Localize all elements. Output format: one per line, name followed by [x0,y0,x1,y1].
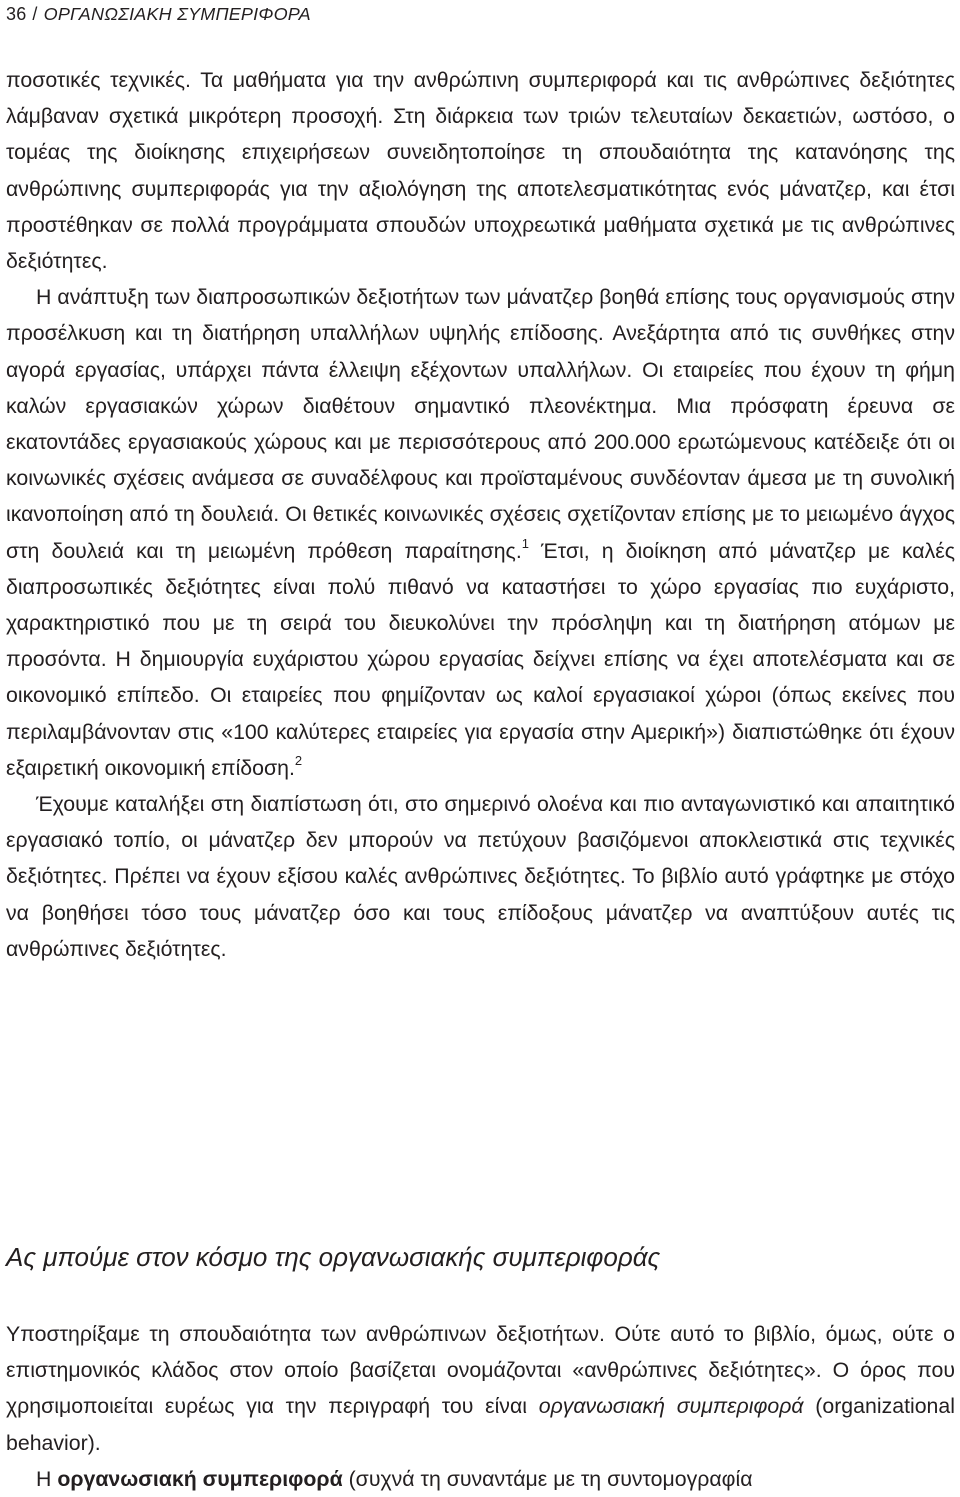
section-paragraph-1 [6,1316,955,1461]
section-p1-text-a: Υποστηρίξαμε τη σπουδαιότητα των ανθρώπινων δεξιοτήτων. Ούτε αυτό το βιβλίο, όμως, ούτε ο επιστημονικός κλάδος στον οποίο βασίζεται ονομάζονται «ανθρώπινες δεξιότητες». Ο όρος που χρησιμοποιείται ευρέως για την περιγραφή του είναι [6,1322,955,1419]
header-separator: / [32,4,38,24]
term-bold: οργανωσιακή συμπεριφορά [57,1466,343,1491]
section-body [6,1316,955,1497]
section-paragraph-2 [6,1461,955,1497]
running-header [6,2,311,26]
footnote-marker-1: 1 [521,535,529,551]
body-text [6,62,955,967]
term-italic: οργανωσιακή συμπεριφορά [538,1394,804,1419]
section-p2-text-b: (συχνά τη συναντάμε με τη συντομογραφία [342,1466,753,1491]
section-heading: Ας μπούμε στον κόσμο της οργανωσιακής συμπεριφοράς [6,1242,661,1272]
paragraph-2-text-b: Έτσι, η διοίκηση από μάνατζερ με καλές διαπροσωπικές δεξιότητες είναι πολύ πιθανό να καταστήσει το χώρο εργασίας πιο ευχάριστο, χαρακτηριστικό που με τη σειρά του διευκολύνει την πρόσληψη και τη διατήρηση ατόμων με προσόντα. Η δημιουργία ευχάριστου χώρου εργασίας δείχνει επίσης να έχει αποτελέσματα και σε οικονομικό επίπεδο. Οι εταιρείες που φημίζονταν ως καλοί εργασιακοί χώροι (όπως εκείνες που περιλαμβάνονταν στις «100 καλύτερες εταιρείες για εργασία στην Αμερική») διαπιστώθηκε ότι έχουν εξαιρετική οικονομική επίδοση. [6,538,955,780]
paragraph-2-text-a: Η ανάπτυξη των διαπροσωπικών δεξιοτήτων των μάνατζερ βοηθά επίσης τους οργανισμούς στην προσέλκυση και τη διατήρηση υπαλλήλων υψηλής επίδοσης. Ανεξάρτητα από τις συνθήκες στην αγορά εργασίας, υπάρχει πάντα έλλειψη εξέχοντων υπαλλήλων. Οι εταιρείες που έχουν τη φήμη καλών εργασιακών χώρων διαθέτουν σημαντικό πλεονέκτημα. Μια πρόσφατη έρευνα σε εκατοντάδες εργασιακούς χώρους και με περισσότερους από 200.000 ερωτώμενους κατέδειξε ότι οι κοινωνικές σχέσεις ανάμεσα σε συναδέλφους και προϊσταμένους συνδέονταν άμεσα με τη συνολική ικανοποίηση από τη δουλειά. Οι θετικές κοινωνικές σχέσεις σχετίζονταν επίσης με το μειωμένο άγχος στη δουλειά και τη μειωμένη πρόθεση παραίτησης. [6,285,955,563]
paragraph-1: ποσοτικές τεχνικές. Τα μαθήματα για την ανθρώπινη συμπεριφορά και τις ανθρώπινες δεξιότητες λάμβαναν σχετικά μικρότερη προσοχή. Στη διάρκεια των τριών τελευταίων δεκαετιών, ωστόσο, ο τομέας της διοίκησης επιχειρήσεων συνειδητοποίησε τη σπουδαιότητα της κατανόησης της ανθρώπινης συμπεριφοράς για την αξιολόγηση της αποτελεσματικότητας ενός μάνατζερ, και έτσι προστέθηκαν σε πολλά προγράμματα σπουδών υποχρεωτικά μαθήματα σχετικά με τις ανθρώπινες δεξιότητες. [6,68,955,274]
paragraph-2 [6,279,955,786]
running-title: ΟΡΓΑΝΩΣΙΑΚΗ ΣΥΜΠΕΡΙΦΟΡΑ [43,4,311,24]
paragraph-3: Έχουμε καταλήξει στη διαπίστωση ότι, στο σημερινό ολοένα και πιο ανταγωνιστικό και απαιτητικό εργασιακό τοπίο, οι μάνατζερ δεν μπορούν να πετύχουν βασιζόμενοι αποκλειστικά στις τεχνικές δεξιότητες. Πρέπει να έχουν εξίσου καλές ανθρώπινες δεξιότητες. Το βιβλίο αυτό γράφτηκε με στόχο να βοηθήσει τόσο τους μάνατζερ όσο και τους επίδοξους μάνατζερ να αναπτύξουν αυτές τις ανθρώπινες δεξιότητες. [6,792,955,961]
footnote-marker-2: 2 [294,752,303,768]
section-p1-text-b: (organizational behavior). [6,1394,955,1455]
page-number: 36 [6,4,27,24]
section-p2-text-a: Η [36,1466,58,1491]
